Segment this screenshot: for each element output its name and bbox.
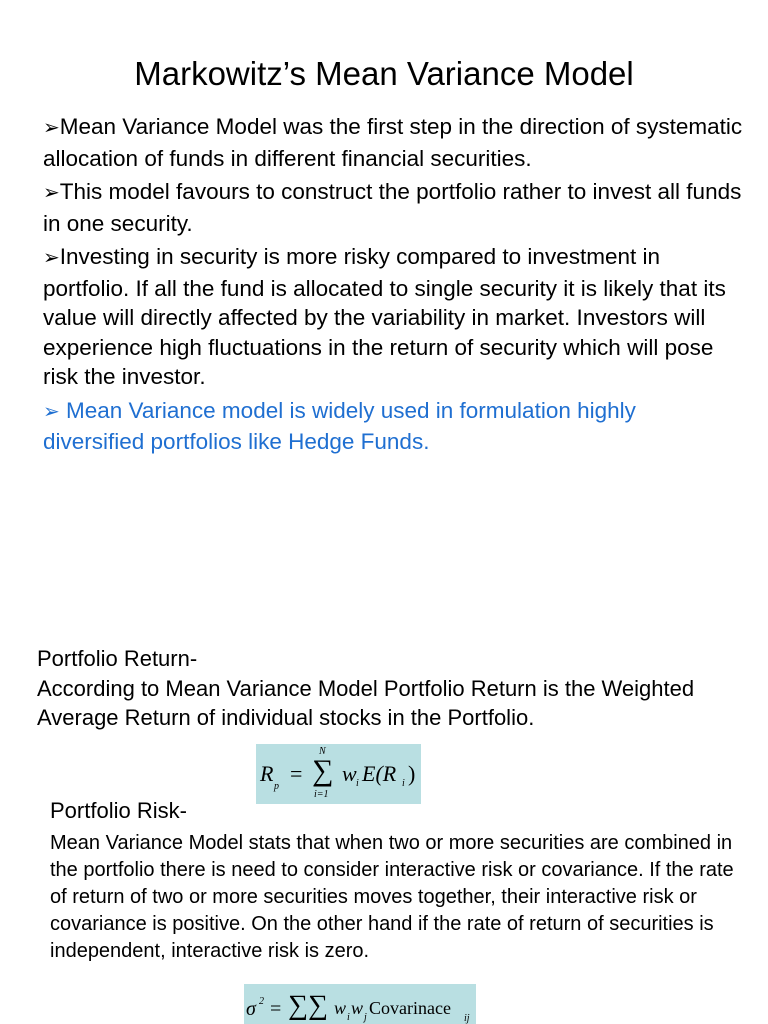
portfolio-risk-heading: Portfolio Risk- (50, 798, 187, 823)
summation-icon: ∑ (312, 754, 334, 787)
arrow-bullet-icon: ➢ (43, 117, 60, 139)
bullet-item-highlight (43, 396, 743, 457)
formula-lhs-sub: p (274, 781, 279, 792)
formula-weight-sub: i (356, 778, 359, 789)
bullet-list (43, 112, 743, 461)
portfolio-return-section (37, 644, 737, 733)
arrow-bullet-icon: ➢ (43, 247, 60, 269)
formula-sigma: σ (246, 998, 256, 1020)
formula-sub-j: j (364, 1012, 367, 1023)
formula-equals: = (290, 761, 303, 786)
formula-equals: = (270, 998, 282, 1020)
formula-lhs: R (260, 761, 274, 786)
portfolio-return-heading: Portfolio Return- (37, 646, 198, 671)
bullet-text: Investing in security is more risky compared to investment in portfolio. If all the fund is allocated to single security it is likely that its value will directly affected by the variability in market. Investors will experience high fluctuations in the return of security which will pose risk the investor. (43, 244, 726, 389)
double-summation-icon: ∑∑ (288, 990, 328, 1021)
formula-close-paren: ) (408, 761, 416, 786)
portfolio-risk-text: Mean Variance Model stats that when two or more securities are combined in the portfolio there is need to consider interactive risk or covariance. If the rate of return of two or more securities moves together, their interactive risk or covariance is positive. On the other hand if the rate of return of securities is independent, interactive risk is zero. (50, 832, 734, 962)
bullet-text: Mean Variance Model was the first step in the direction of systematic allocation of funds in different financial securities. (43, 114, 743, 171)
formula-sub-i: i (347, 1012, 350, 1023)
bullet-item (43, 242, 743, 392)
formula-weight-i: w (334, 998, 347, 1018)
formula-covariance-sub: ij (464, 1013, 470, 1024)
formula-sum-lower: i=1 (314, 789, 329, 800)
bullet-text: Mean Variance model is widely used in formulation highly diversified portfolios like Hedge Funds. (43, 397, 636, 454)
portfolio-return-text: According to Mean Variance Model Portfolio Return is the Weighted Average Return of individual stocks in the Portfolio. (37, 675, 695, 730)
formula-return-sub: i (402, 778, 405, 789)
page-title: Markowitz’s Mean Variance Model (134, 55, 634, 92)
formula-expected-return: E(R (362, 761, 397, 786)
bullet-item (43, 177, 743, 238)
formula-sigma-sup: 2 (259, 996, 264, 1007)
arrow-bullet-icon: ➢ (43, 400, 60, 423)
formula-weight: w (342, 761, 357, 786)
portfolio-return-formula (256, 744, 421, 804)
bullet-item (43, 112, 743, 173)
arrow-bullet-icon: ➢ (43, 182, 60, 204)
portfolio-risk-formula (244, 984, 476, 1024)
formula-covariance-word: Covarinace (369, 998, 451, 1018)
formula-weight-j: w (351, 998, 364, 1018)
formula-sum-upper: N (319, 746, 326, 757)
bullet-text: This model favours to construct the portfolio rather to invest all funds in one security. (43, 179, 742, 236)
